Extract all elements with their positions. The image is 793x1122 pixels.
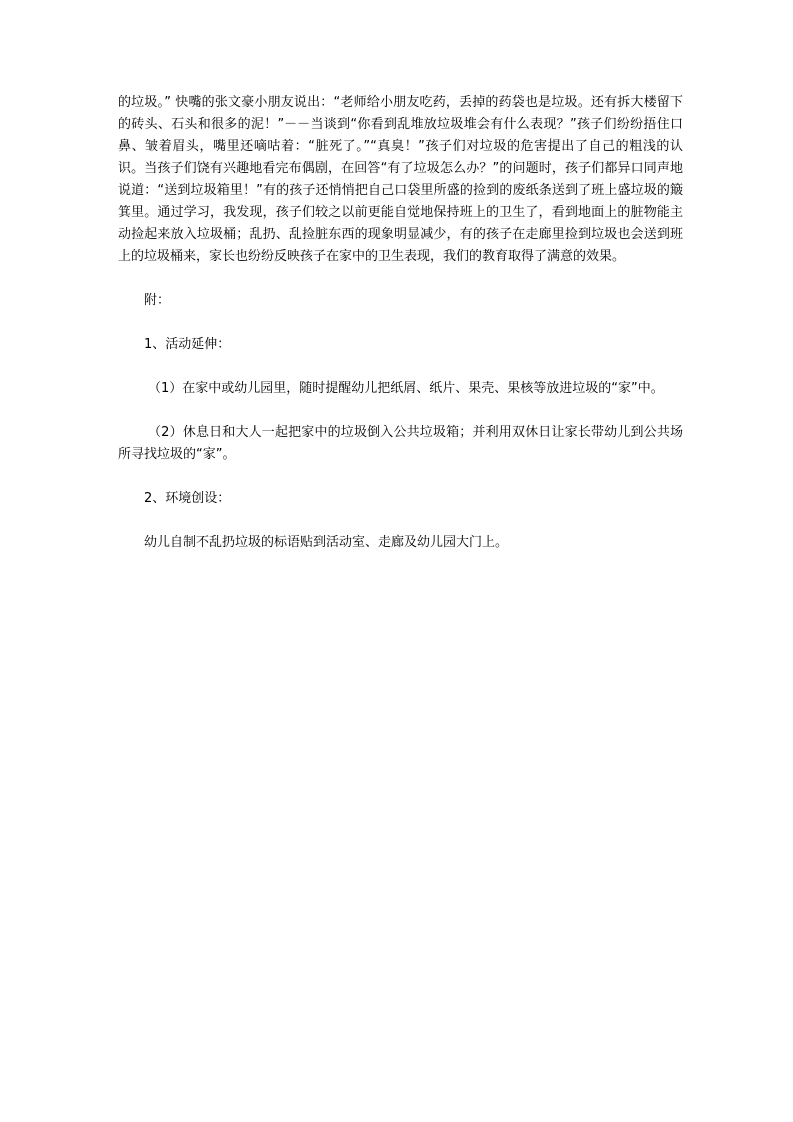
appendix-heading: 附： — [144, 293, 171, 308]
body-paragraph-environment: 幼儿自制不乱扔垃圾的标语贴到活动室、走廊及幼儿园大门上。 — [144, 535, 509, 550]
list-item-extension-2: （2）休息日和大人一起把家中的垃圾倒入公共垃圾箱；并利用双休日让家长带幼儿到公共场所寻找垃圾的“家”。 — [118, 425, 683, 462]
list-item-extension-1: （1）在家中或幼儿园里，随时提醒幼儿把纸屑、纸片、果壳、果核等放进垃圾的“家”中。 — [148, 381, 664, 396]
section-heading-activity-extension: 1、活动延伸： — [144, 337, 231, 352]
document-page — [118, 92, 683, 554]
body-paragraph-summary: 的垃圾。” 快嘴的张文豪小朋友说出：“老师给小朋友吃药，丢掉的药袋也是垃圾。还有拆大楼留下的砖头、石头和很多的泥！”－－当谈到“你看到乱堆放垃圾堆会有什么表现？”孩子们纷纷捂住口鼻、皱着眉头，嘴里还嘀咕着：“脏死了。”“真臭！”孩子们对垃圾的危害提出了自己的粗浅的认识。当孩子们饶有兴趣地看完布偶剧，在回答“有了垃圾怎么办？”的问题时，孩子们都异口同声地说道：“送到垃圾箱里！”有的孩子还悄悄把自己口袋里所盛的捡到的废纸条送到了班上盛垃圾的簸箕里。通过学习，我发现，孩子们较之以前更能自觉地保持班上的卫生了，看到地面上的脏物能主动捡起来放入垃圾桶；乱扔、乱捡脏东西的现象明显减少，有的孩子在走廊里捡到垃圾也会送到班上的垃圾桶来，家长也纷纷反映孩子在家中的卫生表现，我们的教育取得了满意的效果。 — [118, 95, 683, 264]
section-heading-environment: 2、环境创设： — [144, 491, 231, 506]
